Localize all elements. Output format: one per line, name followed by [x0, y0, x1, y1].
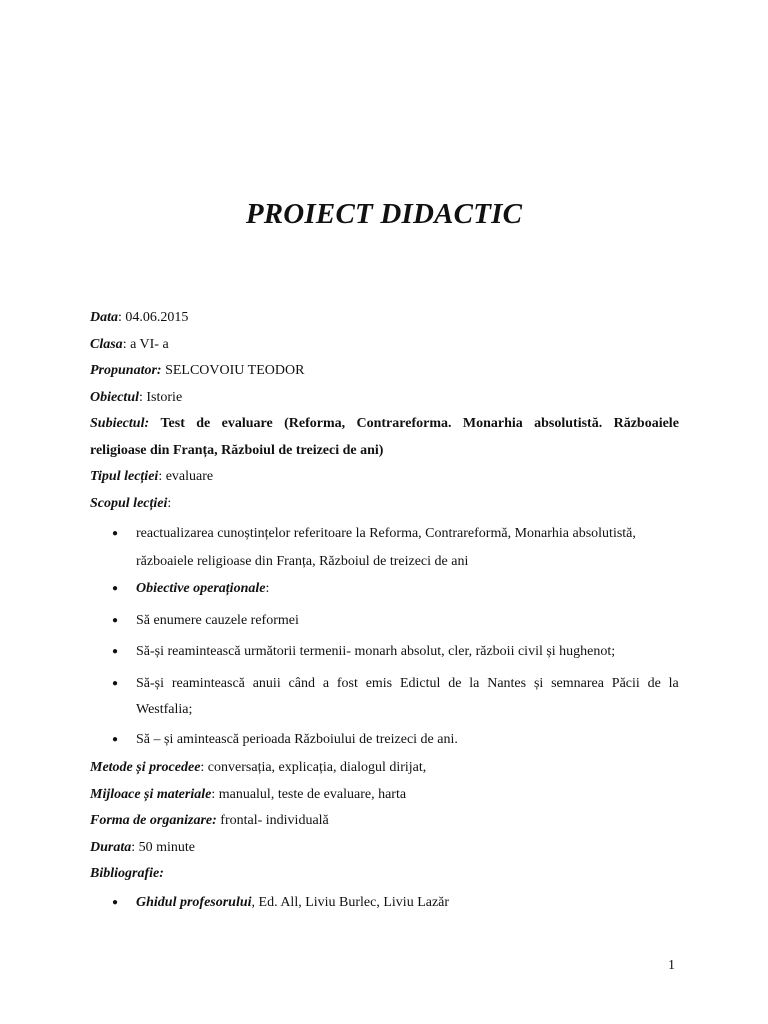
field-value: : manualul, teste de evaluare, harta: [211, 786, 407, 802]
word: fost: [336, 675, 358, 691]
field-label: Tipul lecției: [90, 469, 159, 484]
bullet-icon: ●: [112, 583, 119, 594]
subject-word: Războaiele: [613, 416, 679, 431]
field-label: Obiectul: [90, 389, 139, 405]
field-label: Mijloace și materiale: [90, 786, 212, 802]
list-item-label: Ghidul profesorului: [136, 894, 252, 910]
list-item-continuation: [90, 697, 679, 724]
page-number: 1: [668, 958, 675, 973]
subject-word: (Reforma,: [284, 416, 346, 431]
list-item-text: Westfalia;: [136, 702, 193, 717]
subject-word: absolutistă.: [534, 416, 603, 431]
field-obiectul: [90, 385, 679, 412]
list-item-continuation: [90, 549, 679, 576]
word: și: [533, 675, 544, 691]
field-label: Clasa: [90, 336, 123, 352]
word: de: [448, 675, 462, 691]
field-label: Bibliografie:: [90, 866, 164, 881]
field-propunator: [90, 358, 679, 385]
field-value: : 50 minute: [131, 839, 196, 855]
bullet-icon: ●: [112, 528, 119, 539]
list-item-text: [136, 671, 679, 698]
list-item-text: reactualizarea cunoștințelor referitoare la Reforma, Contrareformă, Monarhia absolutistă,: [136, 526, 636, 541]
field-forma-organizare: [90, 808, 679, 835]
word: Păcii: [611, 675, 640, 691]
list-item-label: Obiective operaționale: [136, 581, 266, 596]
list-item: [90, 890, 679, 917]
subject-word: Test: [160, 416, 185, 431]
field-value: : Istorie: [139, 389, 183, 405]
word: Nantes: [487, 675, 527, 691]
list-item-text: :: [265, 581, 270, 596]
bullet-icon: ●: [112, 896, 119, 908]
subject-word: de: [196, 416, 211, 431]
field-value: SELCOVOIU TEODOR: [161, 363, 305, 378]
list-item: [90, 639, 679, 666]
list-item-text: Să enumere cauzele reformei: [136, 612, 299, 628]
subject-word: evaluare: [221, 416, 273, 431]
subject-continuation: religioase din Franța, Războiul de treizeci de ani): [90, 442, 384, 458]
list-item-text: Să-și reamintească următorii termenii- monarh absolut, cler, războii civil și hughenot;: [136, 644, 616, 659]
list-item: [90, 521, 679, 548]
word: Edictul: [399, 675, 441, 691]
list-item-text: Să – și amintească perioada Războiului de treizeci de ani.: [136, 731, 458, 747]
field-metode: [90, 755, 679, 782]
field-subiectul: [90, 411, 679, 438]
word: când: [288, 675, 315, 691]
word: reamintească: [171, 675, 245, 691]
field-scopul-lectiei: [90, 491, 679, 518]
word: emis: [365, 675, 393, 691]
subject-word: Monarhia: [462, 416, 523, 431]
bullet-icon: ●: [112, 646, 119, 657]
bullet-icon: ●: [112, 733, 119, 745]
field-tipul-lectiei: [90, 464, 679, 491]
field-label: Forma de organizare:: [90, 813, 217, 828]
subject-word: Contrareforma.: [356, 416, 452, 431]
document-body: [90, 305, 679, 916]
word: Să-și: [136, 675, 164, 691]
bullet-icon: ●: [112, 614, 119, 626]
field-clasa: [90, 332, 679, 359]
list-item: [90, 727, 679, 754]
field-value: :: [167, 495, 172, 511]
field-bibliografie: [90, 861, 679, 888]
field-value: : evaluare: [158, 469, 214, 484]
field-mijloace: [90, 782, 679, 809]
list-item-text: războaiele religioase din Franța, Războiul de treizeci de ani: [136, 553, 469, 569]
word: a: [322, 675, 330, 691]
field-label: Metode și procedee: [90, 760, 201, 775]
field-label: Subiectul:: [90, 416, 150, 431]
list-item: [90, 576, 679, 603]
page-title: PROIECT DIDACTIC: [245, 198, 523, 230]
field-label: Propunator:: [90, 363, 162, 378]
field-label: Scopul lecției: [90, 495, 168, 511]
list-item: [90, 608, 679, 635]
list-item-text: , Ed. All, Liviu Burlec, Liviu Lazăr: [251, 894, 450, 910]
bullet-icon: ●: [112, 677, 119, 689]
field-value: : a VI- a: [122, 336, 169, 352]
word: semnarea: [551, 675, 604, 691]
field-label: Data: [90, 310, 118, 325]
field-data: [90, 305, 679, 332]
field-value: frontal- individuală: [216, 813, 329, 828]
word: la: [668, 675, 679, 691]
word: de: [647, 675, 661, 691]
field-value: : 04.06.2015: [118, 310, 189, 325]
word: la: [469, 675, 480, 691]
list-item: [90, 671, 679, 698]
word: anuii: [252, 675, 281, 691]
field-label: Durata: [90, 839, 132, 855]
field-value: : conversația, explicația, dialogul dirijat,: [200, 760, 427, 775]
field-durata: [90, 835, 679, 862]
